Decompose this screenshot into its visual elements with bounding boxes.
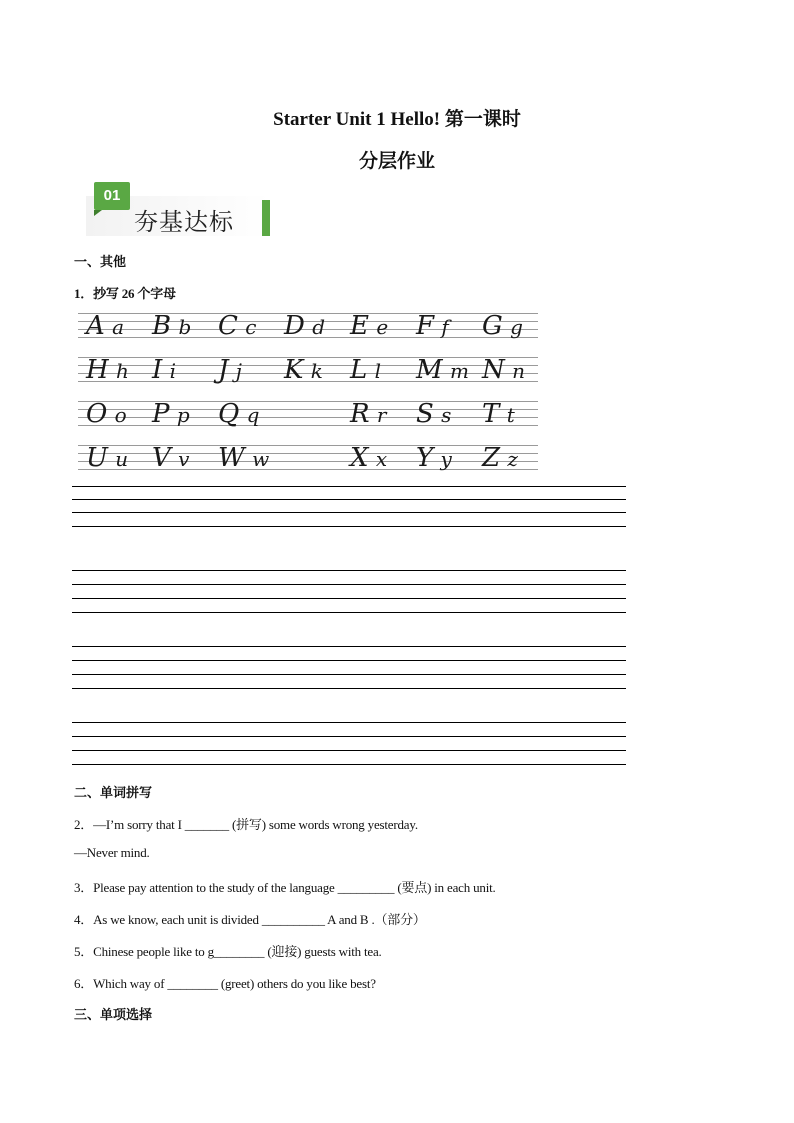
writing-line: [72, 584, 626, 585]
letter-pair: [350, 443, 388, 473]
uppercase-letter: C: [218, 311, 239, 341]
uppercase-letter: Y: [416, 443, 434, 473]
letter-pair: [86, 399, 127, 429]
letter-pair: [350, 399, 387, 429]
lowercase-letter: m: [443, 359, 470, 383]
uppercase-letter: J: [218, 355, 229, 385]
uppercase-letter: Q: [218, 399, 240, 429]
writing-line: [72, 688, 626, 689]
uppercase-letter: D: [284, 311, 306, 341]
section-banner: [86, 182, 270, 236]
lowercase-letter: u: [108, 447, 129, 471]
uppercase-letter: G: [482, 311, 504, 341]
letter-pair: [482, 443, 518, 473]
lowercase-letter: d: [305, 315, 326, 339]
uppercase-letter: Z: [482, 443, 501, 473]
uppercase-letter: X: [350, 443, 370, 473]
uppercase-letter: K: [284, 355, 304, 385]
uppercase-letter: W: [218, 443, 246, 473]
alphabet-letters: [86, 351, 538, 391]
letter-pair: [86, 443, 129, 473]
alphabet-letters: [86, 439, 538, 479]
lowercase-letter: o: [107, 403, 128, 427]
lowercase-letter: z: [500, 447, 519, 471]
letter-pair: [482, 311, 523, 341]
letter-pair: [416, 311, 449, 341]
lowercase-letter: v: [171, 447, 190, 471]
letter-pair: [416, 355, 469, 385]
uppercase-letter: P: [152, 399, 170, 429]
uppercase-letter: A: [86, 311, 106, 341]
letter-pair: [482, 355, 526, 385]
uppercase-letter: R: [350, 399, 371, 429]
writing-line: [72, 598, 626, 599]
letter-pair: [482, 399, 515, 429]
alphabet-row: [78, 395, 538, 435]
uppercase-letter: V: [152, 443, 172, 473]
letter-pair: [152, 311, 192, 341]
page-subtitle: 分层作业: [358, 151, 435, 172]
lowercase-letter: l: [367, 359, 382, 383]
alphabet-copy-image: [78, 307, 538, 473]
writing-line: [72, 612, 626, 613]
lowercase-letter: b: [171, 315, 192, 339]
letter-pair: [284, 311, 326, 341]
question-6: 6．Which way of ________ (greet) others do you like best?: [74, 976, 376, 991]
lowercase-letter: w: [245, 447, 270, 471]
lowercase-letter: i: [162, 359, 177, 383]
letter-pair: [416, 399, 452, 429]
alphabet-letters: [86, 307, 538, 347]
letter-pair: [86, 355, 129, 385]
question-2: 2．—I’m sorry that I _______ (拼写) some words wrong yesterday.: [74, 817, 418, 832]
uppercase-letter: F: [416, 311, 435, 341]
uppercase-letter: S: [416, 399, 435, 429]
lowercase-letter: k: [303, 359, 324, 383]
lowercase-letter: q: [239, 403, 260, 427]
writing-line: [72, 526, 626, 527]
uppercase-letter: M: [416, 355, 444, 385]
letter-pair: [284, 355, 323, 385]
letter-pair: [218, 355, 243, 385]
section-heading-spelling: 二、单词拼写: [74, 786, 153, 801]
uppercase-letter: H: [86, 355, 110, 385]
lowercase-letter: a: [105, 315, 125, 339]
letter-pair: [218, 399, 260, 429]
letter-pair: [218, 311, 257, 341]
question-4: 4．As we know, each unit is divided __________ A and B .（部分）: [74, 912, 426, 927]
lowercase-letter: p: [170, 403, 191, 427]
letter-pair: [86, 311, 125, 341]
letter-pair: [416, 443, 452, 473]
uppercase-letter: O: [86, 399, 108, 429]
uppercase-letter: N: [482, 355, 506, 385]
page-title: Starter Unit 1 Hello! 第一课时: [273, 109, 521, 130]
question-3: 3．Please pay attention to the study of the language _________ (要点) in each unit.: [74, 880, 496, 895]
uppercase-letter: U: [86, 443, 109, 473]
lowercase-letter: f: [434, 315, 450, 339]
letter-pair: [152, 443, 190, 473]
alphabet-row: [78, 439, 538, 479]
writing-line: [72, 486, 626, 487]
banner-label: 夯基达标: [134, 208, 234, 236]
writing-line: [72, 764, 626, 765]
writing-line: [72, 660, 626, 661]
writing-line: [72, 736, 626, 737]
alphabet-row: [78, 307, 538, 347]
alphabet-row: [78, 351, 538, 391]
lowercase-letter: h: [109, 359, 130, 383]
writing-line: [72, 722, 626, 723]
letter-pair: [152, 399, 190, 429]
uppercase-letter: E: [350, 311, 370, 341]
letter-pair: [152, 355, 177, 385]
lowercase-letter: e: [369, 315, 389, 339]
banner-accent-bar: [262, 200, 270, 236]
writing-line: [72, 750, 626, 751]
letter-pair: [218, 443, 270, 473]
question-1: 1．抄写 26 个字母: [74, 286, 176, 301]
writing-line: [72, 674, 626, 675]
alphabet-letters: [86, 395, 538, 435]
letter-pair: [350, 355, 382, 385]
lowercase-letter: g: [503, 315, 524, 339]
section-heading-other: 一、其他: [74, 255, 127, 270]
lowercase-letter: r: [370, 403, 387, 427]
question-2-reply: —Never mind.: [74, 845, 150, 860]
uppercase-letter: B: [152, 311, 172, 341]
uppercase-letter: I: [152, 355, 163, 385]
writing-line: [72, 646, 626, 647]
lowercase-letter: t: [499, 403, 516, 427]
banner-number-badge: 01: [94, 182, 130, 210]
uppercase-letter: L: [350, 355, 368, 385]
section-heading-choice: 三、单项选择: [74, 1008, 153, 1023]
banner-badge-tail: [94, 210, 102, 216]
uppercase-letter: T: [482, 399, 500, 429]
lowercase-letter: c: [238, 315, 257, 339]
question-5: 5．Chinese people like to g________ (迎接) guests with tea.: [74, 944, 382, 959]
lowercase-letter: j: [228, 359, 243, 383]
lowercase-letter: s: [434, 403, 452, 427]
writing-line: [72, 570, 626, 571]
letter-pair: [350, 311, 389, 341]
lowercase-letter: n: [505, 359, 526, 383]
writing-line: [72, 499, 626, 500]
lowercase-letter: y: [433, 447, 453, 471]
lowercase-letter: x: [369, 447, 388, 471]
writing-line: [72, 512, 626, 513]
